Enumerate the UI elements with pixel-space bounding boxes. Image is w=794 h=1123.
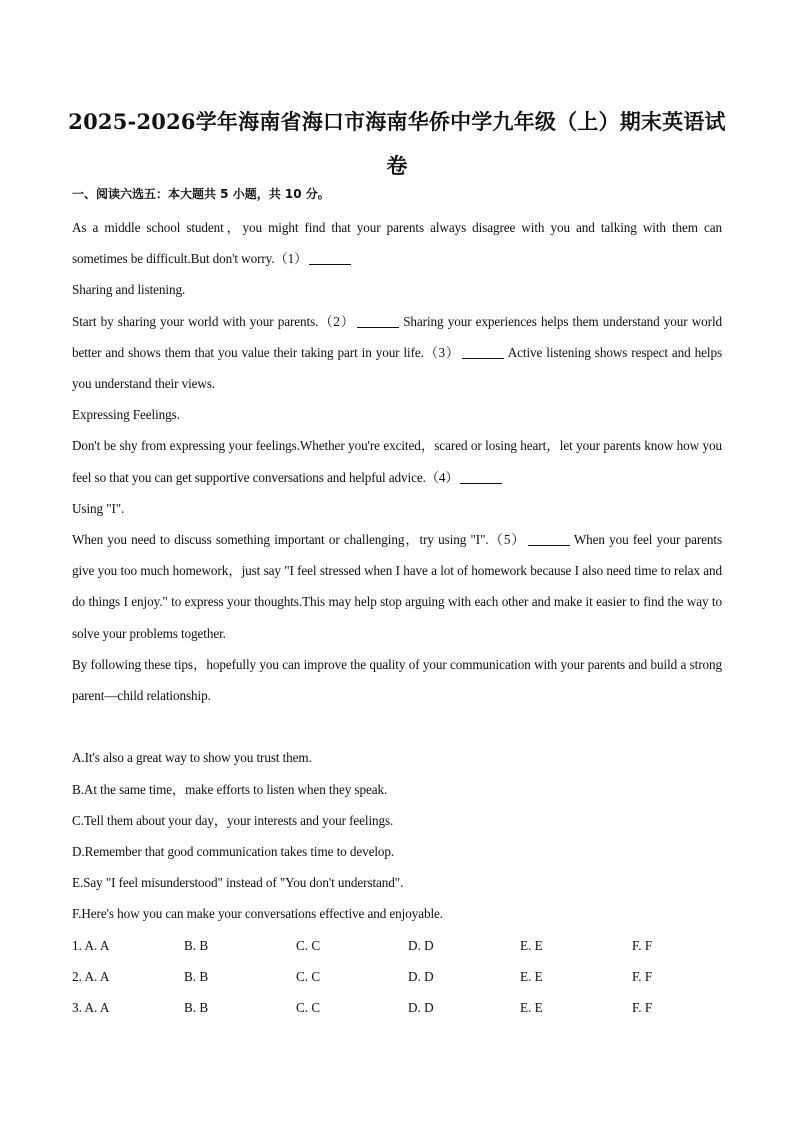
option-f[interactable]: F. F: [632, 1000, 653, 1016]
option-d[interactable]: D. D: [408, 969, 434, 985]
option-e[interactable]: E. E: [520, 969, 543, 985]
option-c[interactable]: C. C: [296, 1000, 321, 1016]
option-f[interactable]: F. F: [632, 938, 653, 953]
answer-blank-3[interactable]: [462, 344, 504, 359]
section-heading: 一、阅读六选五：本大题共 5 小题，共 10 分。: [72, 187, 330, 201]
option-b[interactable]: B. B: [184, 938, 209, 953]
choice-d: D.Remember that good communication takes time to develop.: [72, 844, 395, 860]
title-line-1: 2025-2026学年海南省海口市海南华侨中学九年级（上）期末英语试: [68, 109, 726, 134]
option-b[interactable]: B. B: [184, 1000, 209, 1016]
paragraph-3: [72, 430, 722, 492]
answer-blank-1[interactable]: [309, 250, 351, 265]
answer-blank-5[interactable]: [528, 531, 570, 546]
option-a[interactable]: 1. A. A: [72, 938, 110, 953]
answer-options: [72, 930, 722, 1024]
choice-a: A.It's also a great way to show you trust them.: [72, 750, 312, 766]
paragraph-text: Don't be shy from expressing your feelings.Whether you're excited，scared or losing heart，let your parents know how you feel so that you can get supportive conversations and helpful advice.（4）: [72, 438, 722, 485]
paragraph-4: [72, 524, 722, 649]
answer-blank-2[interactable]: [357, 313, 399, 328]
paragraph-text: Sharing your experiences helps them understand your world better and shows them that you value their taking part in your life.（3）: [72, 313, 723, 360]
paragraph-text: Start by sharing your world with your parents.（2）: [72, 313, 355, 329]
subheading-expressing: Expressing Feelings.: [72, 407, 180, 423]
option-e[interactable]: E. E: [520, 938, 543, 953]
option-d[interactable]: D. D: [408, 938, 434, 953]
paragraph-text: As a middle school student，you might find that your parents always disagree with you and talking with them can sometimes be difficult.But don't worry.（1）: [72, 220, 722, 267]
page-title: [60, 100, 734, 188]
question-row-1: [72, 930, 722, 961]
option-b[interactable]: B. B: [184, 969, 209, 985]
paragraph-text: When you need to discuss something important or challenging，try using "I".（5）: [72, 532, 526, 548]
paragraph-text: Active listening shows respect and helps you understand their views.: [72, 344, 722, 392]
title-line-2: 卷: [386, 153, 408, 178]
option-c[interactable]: C. C: [296, 969, 321, 985]
subheading-using-i: Using "I".: [72, 500, 125, 516]
reading-passage: [72, 212, 722, 930]
paragraph-text: When you feel your parents give you too much homework，just say "I feel stressed when I have a lot of homework because I also need time to relax and do things I enjoy." to express your thoughts.This may help stop arguing with each other and make it easier to find the way to solve your problems together.: [72, 532, 722, 641]
paragraph-2: [72, 306, 722, 400]
choice-f: F.Here's how you can make your conversations effective and enjoyable.: [72, 906, 443, 922]
option-c[interactable]: C. C: [296, 938, 321, 953]
paragraph-1: [72, 212, 722, 274]
subheading-sharing: Sharing and listening.: [72, 282, 186, 298]
paragraph-5: By following these tips，hopefully you can improve the quality of your communication with your parents and build a strong parent—child relationship.: [72, 656, 722, 704]
question-row-2: [72, 961, 722, 992]
choice-e: E.Say "I feel misunderstood" instead of "You don't understand".: [72, 875, 404, 891]
answer-blank-4[interactable]: [460, 469, 502, 484]
option-f[interactable]: F. F: [632, 969, 653, 985]
choice-c: C.Tell them about your day，your interests and your feelings.: [72, 812, 394, 828]
spacer: [72, 711, 722, 742]
option-a[interactable]: 3. A. A: [72, 1000, 110, 1016]
option-d[interactable]: D. D: [408, 1000, 434, 1016]
question-row-3: [72, 992, 722, 1023]
option-e[interactable]: E. E: [520, 1000, 543, 1016]
choice-b: B.At the same time，make efforts to listen when they speak.: [72, 781, 388, 797]
option-a[interactable]: 2. A. A: [72, 969, 110, 985]
